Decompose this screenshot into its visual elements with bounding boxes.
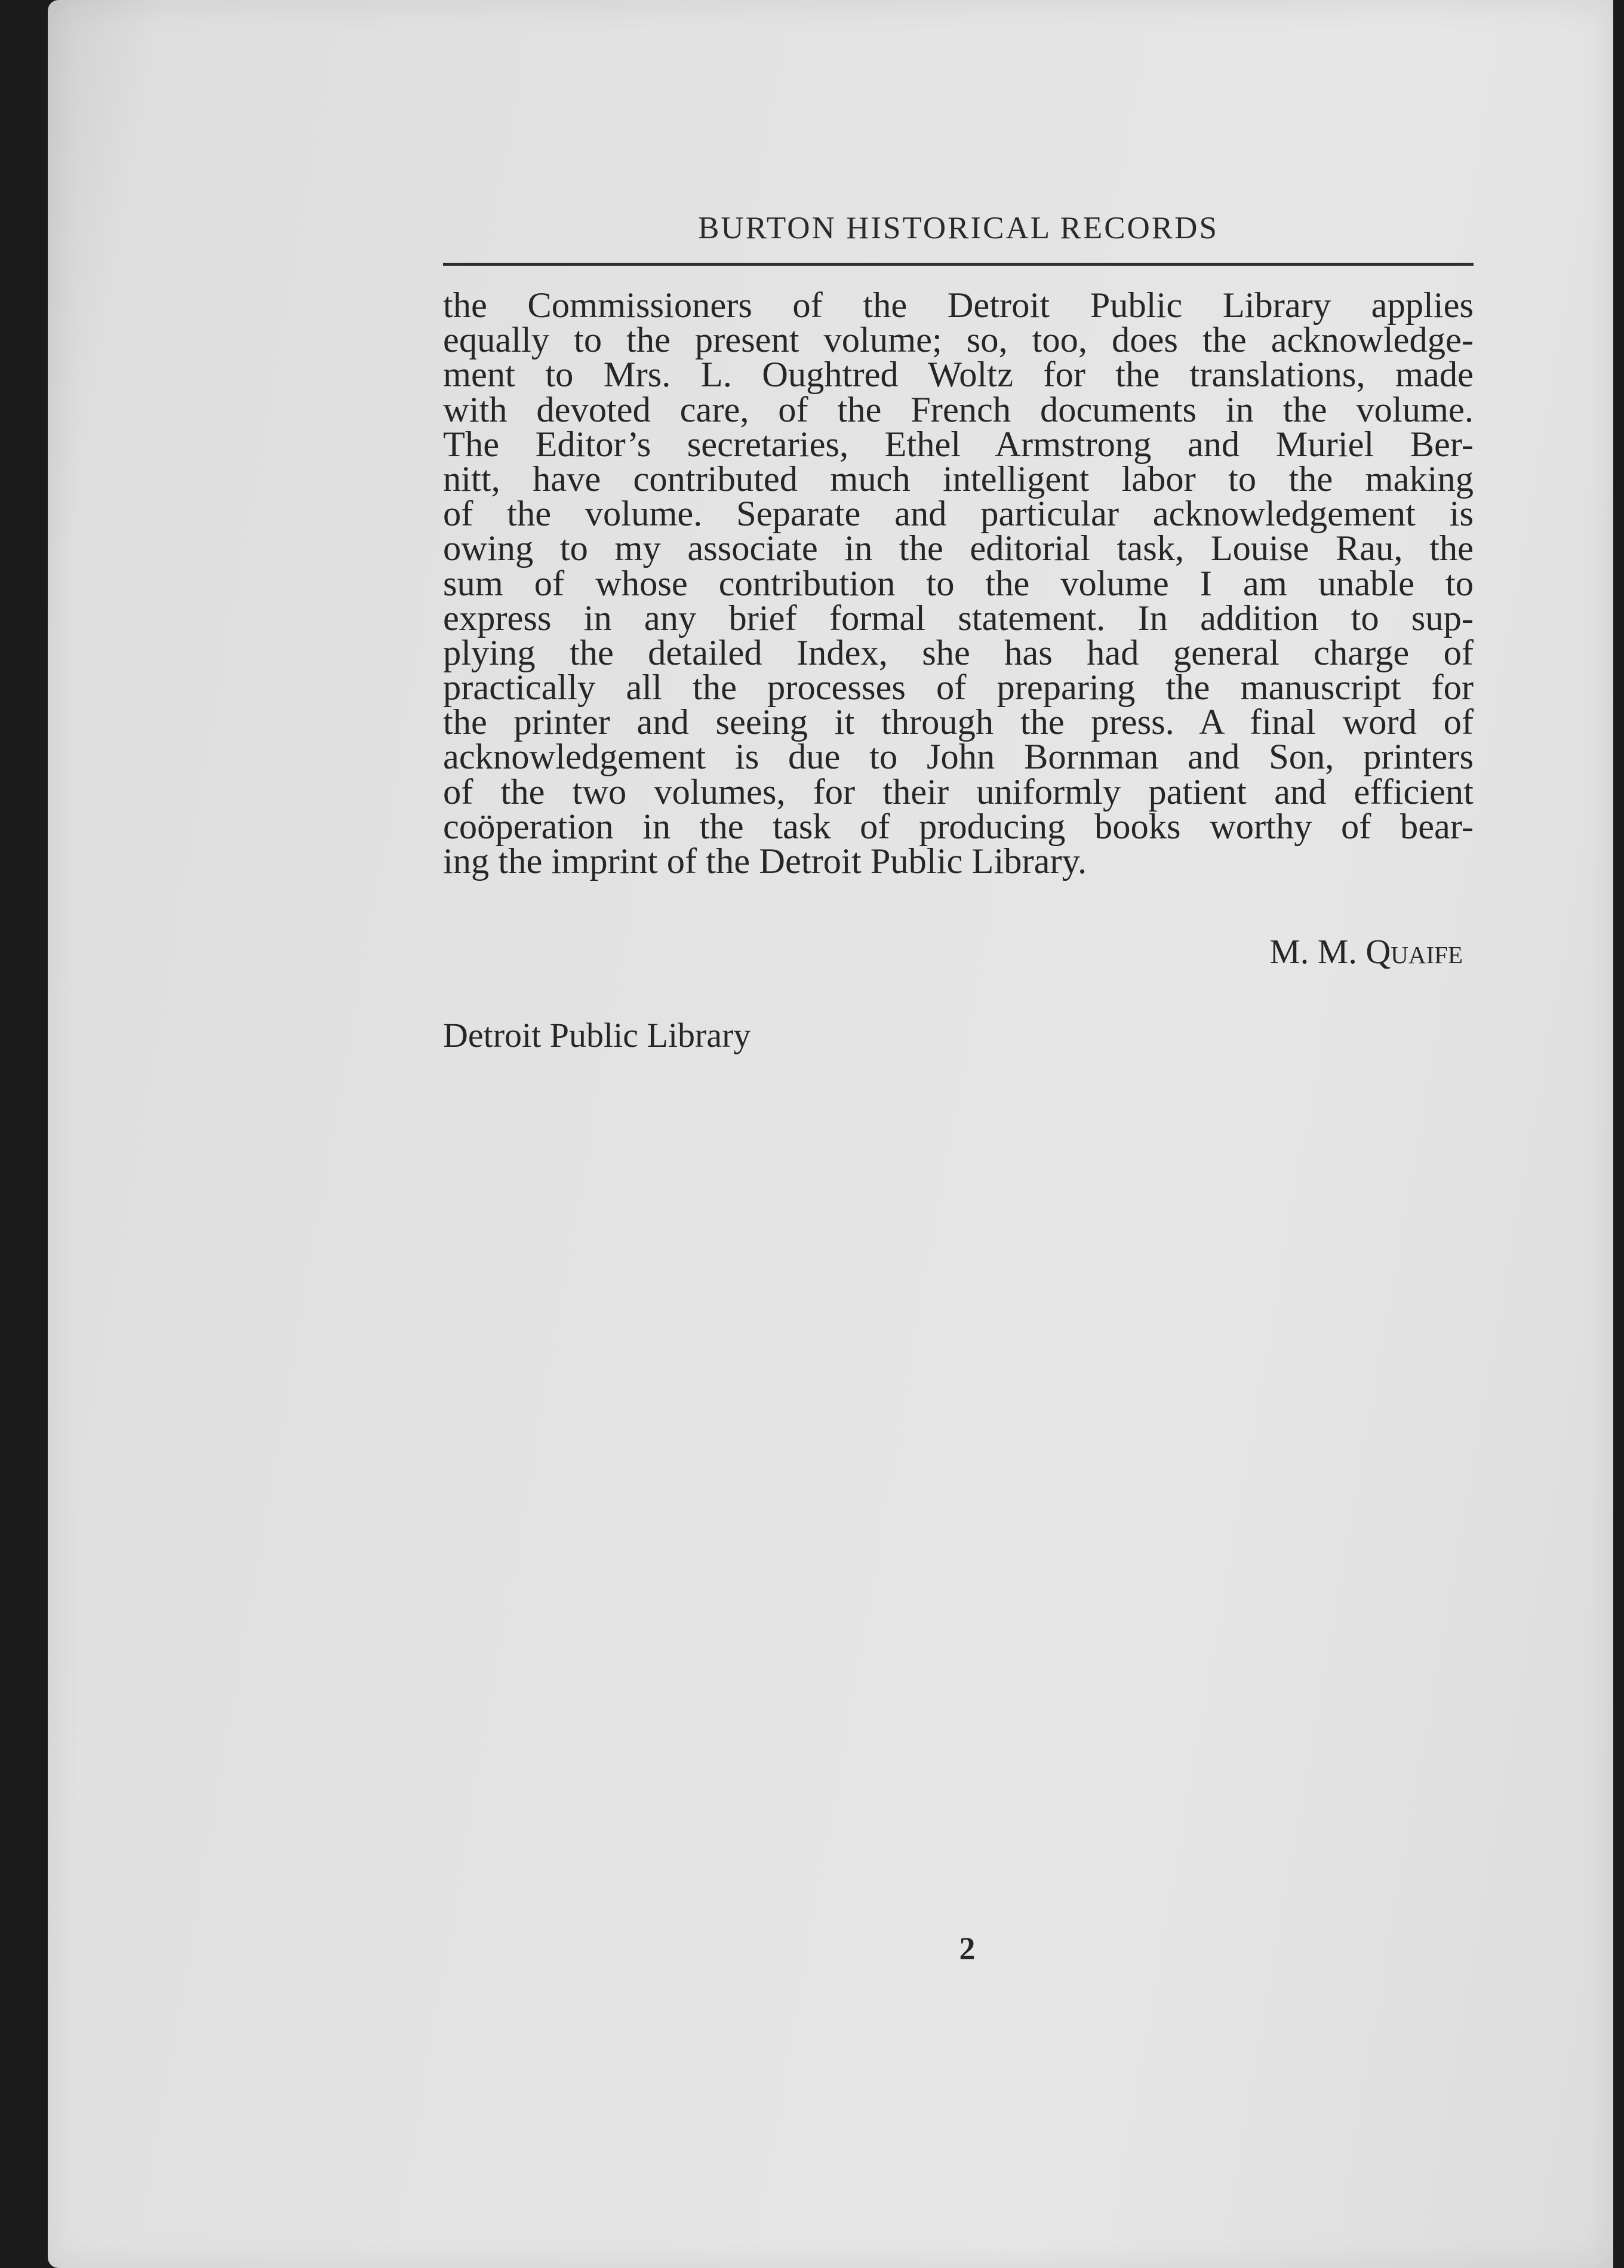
text-line: nitt, have contributed much intelligent labor to the making xyxy=(443,459,1474,499)
text-line: express in any brief formal statement. In addition to sup- xyxy=(443,598,1474,638)
text-line: practically all the processes of preparing the manuscript for xyxy=(443,668,1474,708)
text-line: owing to my associate in the editorial task, Louise Rau, the xyxy=(443,528,1474,569)
body-paragraph xyxy=(443,285,1474,881)
author-signature xyxy=(943,932,1463,972)
running-header: BURTON HISTORICAL RECORDS xyxy=(698,211,1219,245)
text-line: the Commissioners of the Detroit Public Library applies xyxy=(443,285,1474,325)
affiliation-line: Detroit Public Library xyxy=(443,1016,751,1055)
text-line: sum of whose contribution to the volume I am unable to xyxy=(443,563,1474,604)
text-line: acknowledgement is due to John Bornman and Son, printers xyxy=(443,737,1474,777)
text-line: ing the imprint of the Detroit Public Library. xyxy=(443,841,1087,881)
document-page xyxy=(48,0,1613,2268)
text-line: The Editor’s secretaries, Ethel Armstrong and Muriel Ber- xyxy=(443,424,1474,465)
text-line: of the volume. Separate and particular acknowledgement is xyxy=(443,494,1474,534)
text-line: ment to Mrs. L. Oughtred Woltz for the translations, made xyxy=(443,355,1474,395)
text-line: with devoted care, of the French documents in the volume. xyxy=(443,389,1474,430)
text-line: of the two volumes, for their uniformly patient and efficient xyxy=(443,772,1474,812)
signature-initials: M. M. xyxy=(1269,932,1357,971)
text-line: the printer and seeing it through the press. A final word of xyxy=(443,702,1474,743)
text-line: equally to the present volume; so, too, does the acknowledge- xyxy=(443,320,1474,361)
text-line: coöperation in the task of producing books worthy of bear- xyxy=(443,806,1474,847)
page-number: 2 xyxy=(959,1931,976,1966)
text-line: plying the detailed Index, she has had general charge of xyxy=(443,632,1474,673)
header-rule xyxy=(443,263,1474,266)
signature-surname: Quaife xyxy=(1365,932,1463,971)
